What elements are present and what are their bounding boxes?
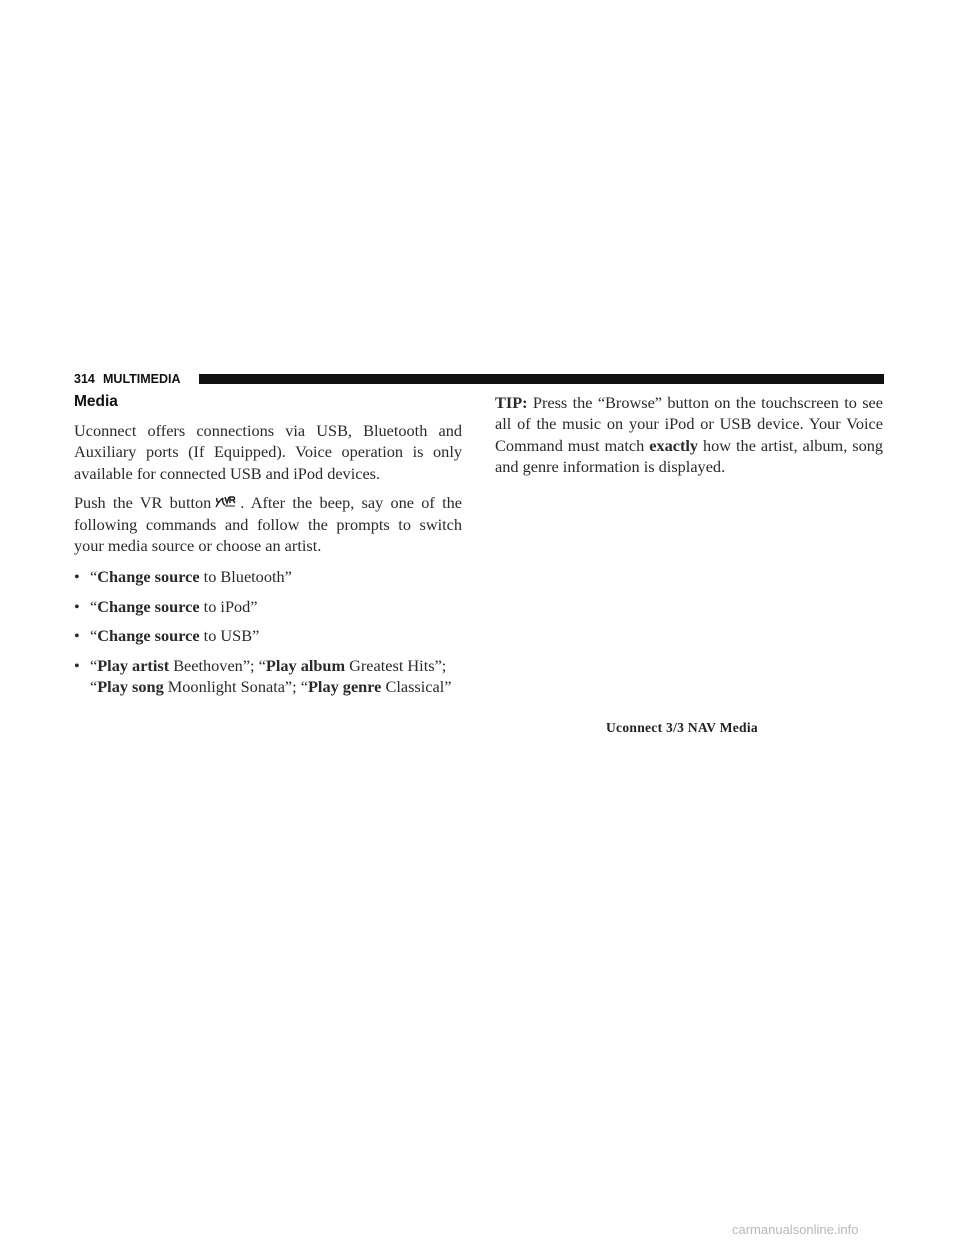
vr-paragraph <box>74 492 462 556</box>
media-heading: Media <box>74 393 118 410</box>
intro-paragraph: Uconnect offers connections via USB, Bluetooth and Auxiliary ports (If Equipped). Voice operation is only available for connected USB and iPod devices. <box>74 421 462 483</box>
voice-recognition-icon <box>214 494 238 510</box>
vr-text-after: . After the beep, say one of the following commands and follow the prompts to switch your media source or choose an artist. <box>74 493 462 556</box>
left-column <box>74 392 462 705</box>
list-item: • “Change source to Bluetooth” <box>74 567 292 587</box>
command-list <box>74 566 462 697</box>
list-item: • “Change source to iPod” <box>74 596 258 616</box>
tip-paragraph: TIP: Press the “Browse” button on the touchscreen to see all of the music on your iPod or USB device. Your Voice Command must match exactly how the artist, album, song and genre information is displayed. <box>495 393 883 477</box>
list-item: • “Change source to USB” <box>74 626 260 646</box>
figure-caption: Uconnect 3/3 NAV Media <box>606 720 758 735</box>
watermark: carmanualsonline.info <box>732 1222 859 1237</box>
header-rule <box>199 374 884 384</box>
section-title: MULTIMEDIA <box>103 372 181 386</box>
bullet-icon: • <box>74 626 80 646</box>
right-column <box>495 392 883 486</box>
bullet-icon: • <box>74 655 80 675</box>
vr-text-before: Push the VR button <box>74 493 212 513</box>
list-item: • “Play artist Beethoven”; “Play album Greatest Hits”; “Play song Moonlight Sonata”; “Play genre Classical” <box>74 655 452 697</box>
bullet-icon: • <box>74 567 80 587</box>
bullet-icon: • <box>74 596 80 616</box>
page-header <box>74 371 884 387</box>
page-number: 314 <box>74 372 95 386</box>
tip-label: TIP: <box>495 393 528 412</box>
